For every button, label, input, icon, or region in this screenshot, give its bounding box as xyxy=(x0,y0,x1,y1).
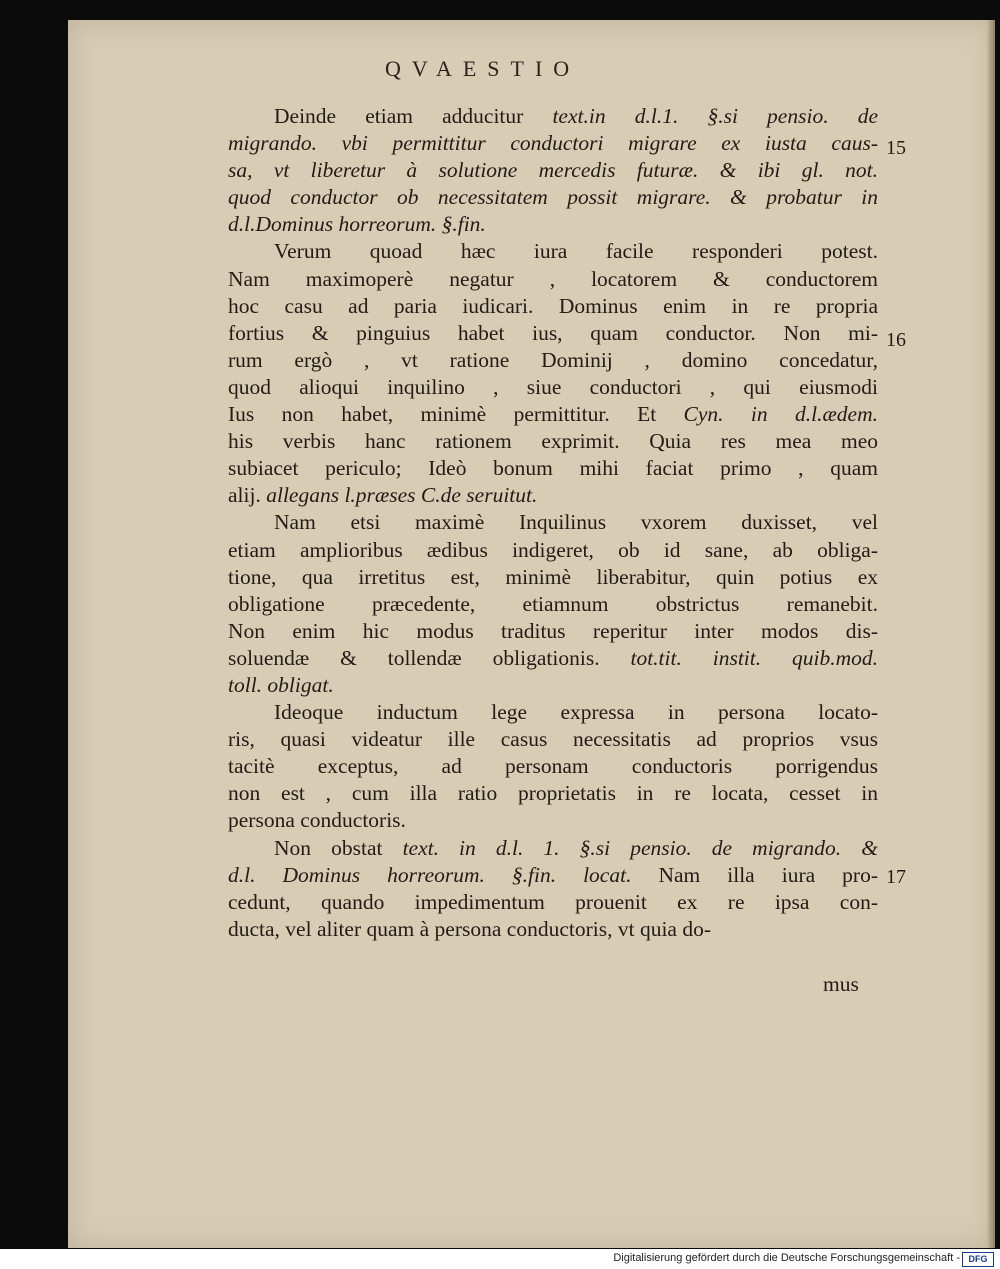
body-text-segment: Verum quoad hæc iura facile responderi potest. xyxy=(274,239,878,264)
catchword: mus xyxy=(823,972,859,996)
text-line xyxy=(228,645,878,672)
body-text-segment: rum ergò , vt ratione Dominij , domino concedatur, xyxy=(228,347,878,372)
body-text-segment: Ideoque inductum lege expressa in persona locato- xyxy=(274,700,878,725)
body-text-segment: Nam illa iura pro- xyxy=(631,862,878,887)
citation-text: d.l.Dominus horreorum. §.fin. xyxy=(228,212,486,237)
text-line xyxy=(228,726,878,753)
body-text-segment: non est , cum illa ratio proprietatis in re locata, cesset in xyxy=(228,781,878,806)
body-text-segment: hoc casu ad paria iudicari. Dominus enim in re propria xyxy=(228,293,878,318)
dfg-logo: DFG xyxy=(962,1252,994,1267)
body-text-segment: his verbis hanc rationem exprimit. Quia res mea meo xyxy=(228,429,878,454)
text-line xyxy=(228,807,878,834)
body-text-segment: Non enim hic modus traditus reperitur inter modos dis- xyxy=(228,618,878,643)
text-line xyxy=(228,401,878,428)
page-edge xyxy=(987,20,995,1248)
text-line xyxy=(228,591,878,618)
text-line xyxy=(228,103,878,130)
body-text-segment: Ius non habet, minimè permittitur. Et xyxy=(228,402,684,427)
citation-text: toll. obligat. xyxy=(228,672,334,697)
body-text-segment: obligatione præcedente, etiamnum obstrictus remanebit. xyxy=(228,591,878,616)
margin-number-15: 15 xyxy=(886,137,906,159)
body-text-segment: quod alioqui inquilino , siue conductori , qui eiusmodi xyxy=(228,374,878,399)
funding-notice: Digitalisierung gefördert durch die Deutsche Forschungsgemeinschaft - xyxy=(613,1252,960,1264)
body-text-segment: tacitè exceptus, ad personam conductoris porrigendus xyxy=(228,754,878,779)
text-line xyxy=(228,428,878,455)
citation-text: quod conductor ob necessitatem possit migrare. & probatur in xyxy=(228,185,878,210)
text-line xyxy=(228,835,878,862)
citation-text: text.in d.l.1. §.si pensio. de xyxy=(552,104,878,128)
body-text-segment: etiam amplioribus ædibus indigeret, ob id sane, ab obliga- xyxy=(228,537,878,562)
paragraph xyxy=(228,238,878,509)
text-line xyxy=(228,320,878,347)
body-text-segment: ris, quasi videatur ille casus necessitatis ad proprios vsus xyxy=(228,727,878,752)
body-text-segment: persona conductoris. xyxy=(228,808,406,833)
text-line xyxy=(228,699,878,726)
citation-text: d.l. Dominus horreorum. §.fin. locat. xyxy=(228,862,632,887)
paragraph xyxy=(228,835,878,943)
paragraph xyxy=(228,509,878,699)
citation-text: migrando. vbi permittitur conductori migrare ex iusta caus- xyxy=(228,131,878,156)
text-line xyxy=(228,509,878,536)
citation-text: sa, vt liberetur à solutione mercedis futuræ. & ibi gl. not. xyxy=(228,158,878,183)
text-line xyxy=(228,672,878,699)
text-line xyxy=(228,564,878,591)
body-text-segment: ducta, vel aliter quam à persona conductoris, vt quia do- xyxy=(228,916,711,941)
text-line xyxy=(228,537,878,564)
body-text-segment: Deinde etiam adducitur xyxy=(274,104,553,128)
body-text-segment: Non obstat xyxy=(274,835,403,860)
citation-text: tot.tit. instit. quib.mod. xyxy=(630,645,878,670)
footer-bar xyxy=(0,1249,1000,1269)
body-text-segment: soluendæ & tollendæ obligationis. xyxy=(228,645,631,670)
text-line xyxy=(228,455,878,482)
body-text-segment: Nam etsi maximè Inquilinus vxorem duxisset, vel xyxy=(274,510,878,535)
body-text-segment: fortius & pinguius habet ius, quam conductor. Non mi- xyxy=(228,320,878,345)
text-line xyxy=(228,347,878,374)
text-line xyxy=(228,753,878,780)
margin-number-16: 16 xyxy=(886,329,906,351)
text-line xyxy=(228,862,878,889)
body-text-segment: cedunt, quando impedimentum prouenit ex re ipsa con- xyxy=(228,889,878,914)
body-text-segment: Nam maximoperè negatur , locatorem & conductorem xyxy=(228,266,878,291)
text-line xyxy=(228,293,878,320)
text-line xyxy=(228,618,878,645)
text-line xyxy=(228,374,878,401)
text-line xyxy=(228,916,878,943)
running-head: QVAESTIO xyxy=(385,56,581,81)
body-text-segment: alij. xyxy=(228,483,267,508)
body-text xyxy=(228,103,878,943)
paragraph xyxy=(228,699,878,834)
text-line xyxy=(228,266,878,293)
text-line xyxy=(228,238,878,265)
citation-text: Cyn. in d.l.ædem. xyxy=(683,402,878,427)
text-line xyxy=(228,184,878,211)
body-text-segment: subiacet periculo; Ideò bonum mihi faciat primo , quam xyxy=(228,456,878,481)
citation-text: allegans l.præses C.de seruitut. xyxy=(266,483,538,508)
citation-text: text. in d.l. 1. §.si pensio. de migrando. & xyxy=(402,835,878,860)
text-line xyxy=(228,211,878,238)
text-line xyxy=(228,780,878,807)
paragraph xyxy=(228,103,878,238)
margin-number-17: 17 xyxy=(886,866,906,888)
text-line xyxy=(228,482,878,509)
body-text-segment: tione, qua irretitus est, minimè liberabitur, quin potius ex xyxy=(228,564,878,589)
text-line xyxy=(228,157,878,184)
text-line xyxy=(228,889,878,916)
text-line xyxy=(228,130,878,157)
